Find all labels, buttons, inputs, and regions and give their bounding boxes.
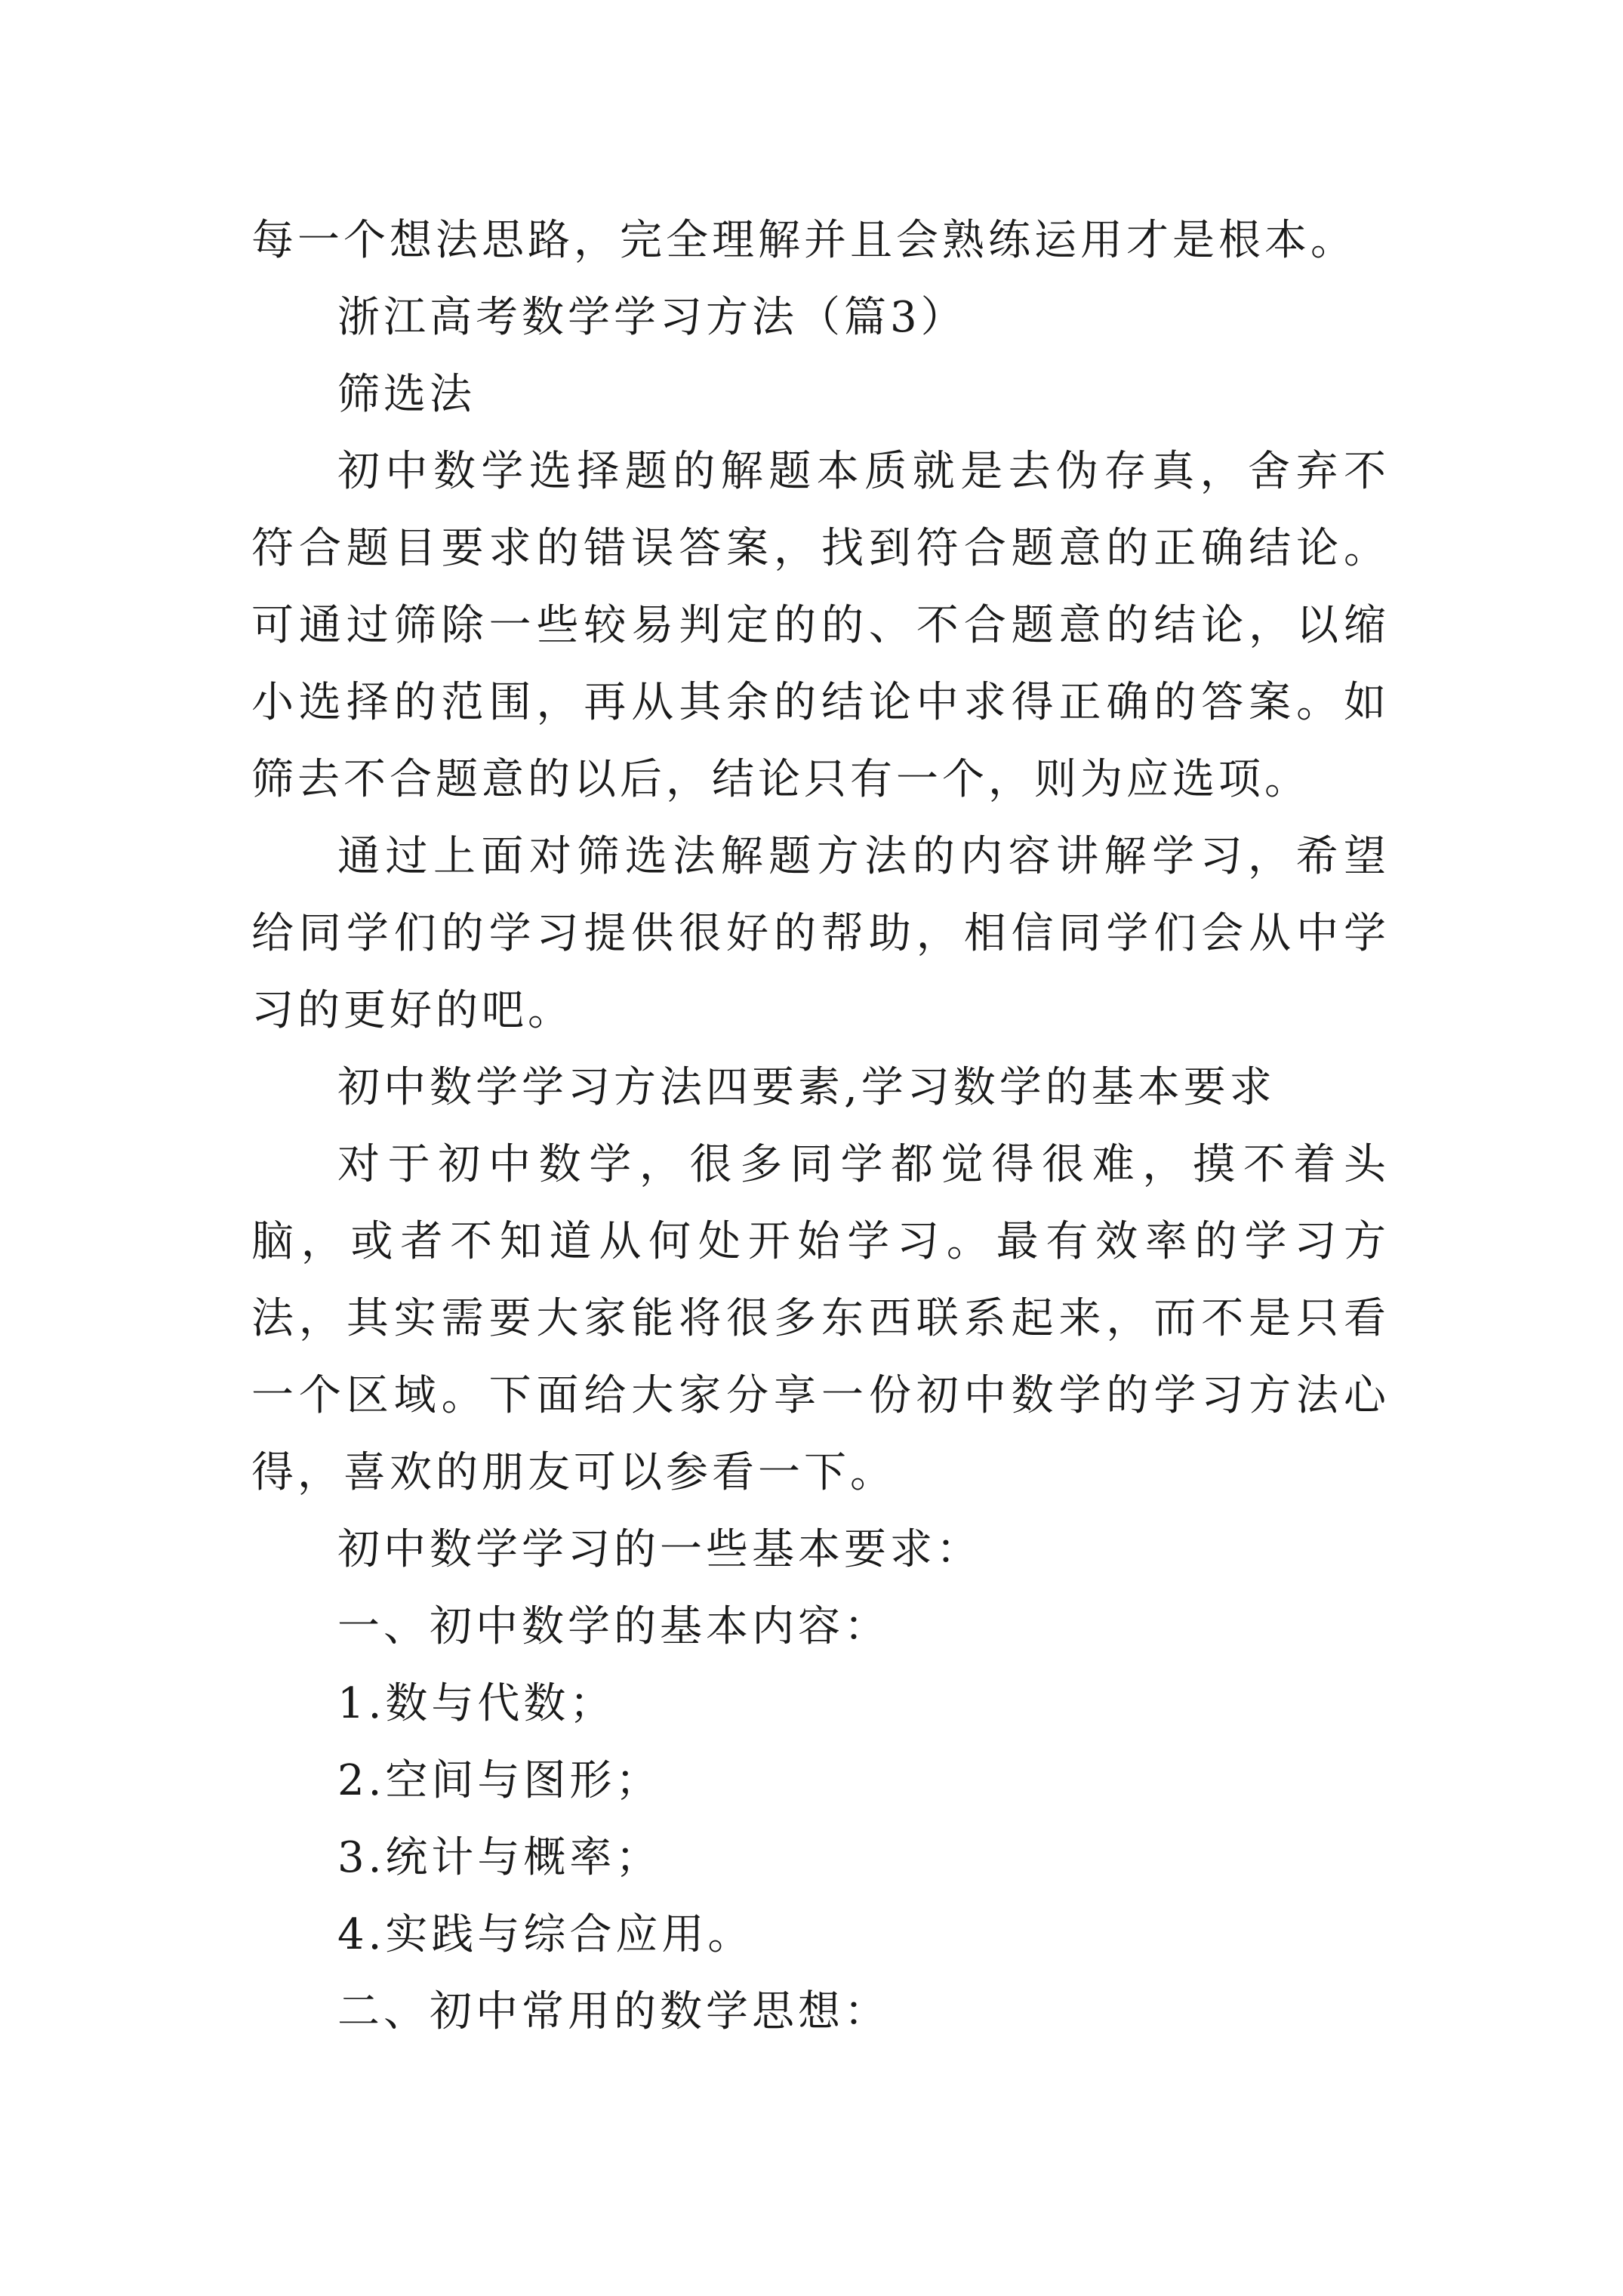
paragraph-screening-summary: 通过上面对筛选法解题方法的内容讲解学习，希望给同学们的学习提供很好的帮助，相信同学们会从中学习的更好的吧。: [251, 832, 1390, 1035]
paragraph-continuation: 每一个想法思路，完全理解并且会熟练运用才是根本。: [251, 216, 1357, 265]
document-body: [251, 202, 1390, 2051]
list-item: 1.数与代数；: [337, 1679, 616, 1728]
section-heading-article-3: 浙江高考数学学习方法（篇3）: [337, 293, 967, 342]
section-heading-four-elements: 初中数学学习方法四要素,学习数学的基本要求: [337, 1063, 1276, 1112]
subheading-basic-requirements: 初中数学学习的一些基本要求：: [337, 1525, 982, 1574]
list-item: 3.统计与概率；: [337, 1833, 662, 1882]
list-item: 4.实践与综合应用。: [337, 1910, 754, 1959]
paragraph-introduction: 对于初中数学，很多同学都觉得很难，摸不着头脑，或者不知道从何处开始学习。最有效率的学习方法，其实需要大家能将很多东西联系起来，而不是只看一个区域。下面给大家分享一份初中数学的学习方法心得，喜欢的朋友可以参看一下。: [251, 1140, 1390, 1497]
list-heading-basic-content: 一、初中数学的基本内容：: [337, 1602, 890, 1651]
list-heading-math-ideas: 二、初中常用的数学思想：: [337, 1987, 890, 2036]
paragraph-screening-explanation: 初中数学选择题的解题本质就是去伪存真，舍弃不符合题目要求的错误答案，找到符合题意的正确结论。可通过筛除一些较易判定的的、不合题意的结论，以缩小选择的范围，再从其余的结论中求得正确的答案。如筛去不合题意的以后，结论只有一个，则为应选项。: [251, 447, 1390, 804]
subheading-screening-method: 筛选法: [337, 370, 476, 419]
list-item: 2.空间与图形；: [337, 1756, 662, 1805]
